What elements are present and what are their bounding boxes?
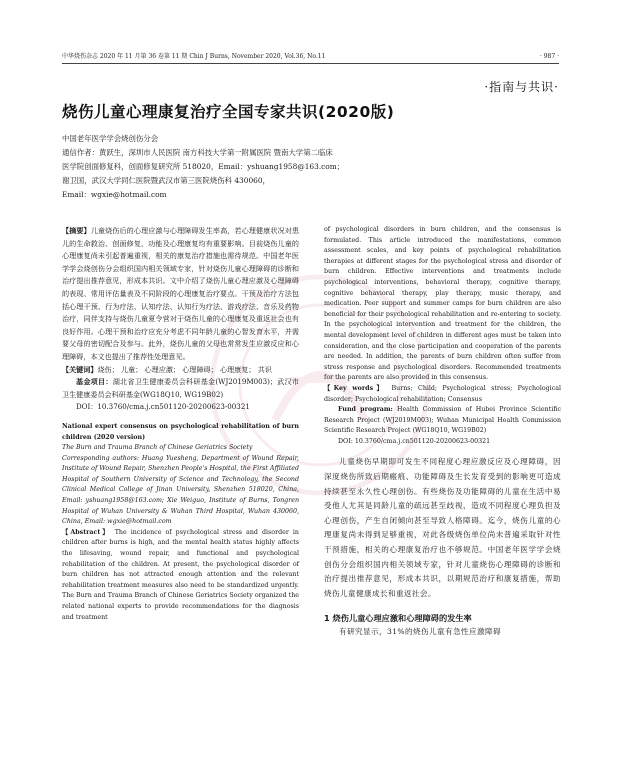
keywords-cn-text: 烧伤； 儿童； 心理应激； 心理障碍； 心理康复； 共识	[97, 364, 272, 374]
abstract-cn-text: 儿童烧伤后的心理应激与心理障碍发生率高，若心理健康状况对患儿的生命救治、创面修复、功能及心理康复均有重要影响。目前烧伤儿童的心理康复尚未引起普遍重视，相关的康复治疗措施也需待规范。中国老年医学学会烧创伤分会组织国内相关领域专家，针对烧伤儿童心理障碍的诊断和治疗提出推荐意见，形成本共识。文中介绍了烧伤儿童心理应激及心理障碍的表现、常用评估量表及不同阶段的心理康复治疗要点。干预及治疗方法包括心理干预、行为疗法、认知疗法、认知行为疗法、游戏疗法、音乐及药物治疗，同伴支持与烧伤儿童夏令营对于烧伤儿童的心理康复及重返社会也有良好作用。心理干预和治疗应充分考虑不同年龄儿童的心智发育水平，并需要父母的密切配合及参与。此外，烧伤儿童的父母也常常发生应激反应和心理障碍，本文也提出了推荐性处理意见。	[62, 226, 300, 361]
page-number: · 987 ·	[539, 53, 559, 60]
english-abstract	[62, 528, 299, 623]
introduction-paragraph: 儿童烧伤早期即可发生不同程度心理应激反应及心理障碍，因深度烧伤所致后期瘢痕、功能障碍及生长发育受到的影响更可造成持续甚至永久性心理创伤。有些烧伤及功能障碍的儿童在生活中易受他人尤其是同龄儿童的疏远甚至歧视，造成不同程度心理负担及心理创伤，产生自闭倾向甚至导致人格障碍。迄今，烧伤儿童的心理康复尚未得到足够重视，对此各级烧伤单位尚未普遍采取针对性干预措施，相关的心理康复治疗也不够规范。中国老年医学学会烧创伤分会组织国内相关领域专家，针对儿童烧伤心理障碍的诊断和治疗提出推荐意见，形成本共识，以期规范治疗和康复措施，帮助烧伤儿童健康成长和重返社会。	[324, 457, 561, 598]
doi-cn: DOI：10.3760/cma.j.cn501120-20200623-00321	[76, 402, 250, 412]
author-line: 通信作者：黄跃生，深圳市人民医院 南方科技大学第一附属医院 暨南大学第二临床	[62, 148, 333, 157]
english-abstract-continued: of psychological disorders in burn children, and the consensus is formulated. This article introduced the manifestations, common assessment scales, and key points of psychological rehabilitation therapies at different stages for the psychological stress and disorder of burn children. Effective interventions and treatments include psychological interventions, behavioral therapy, cognitive therapy, cognitive behavioral therapy, play therapy, music therapy, and medication. Peer support and summer camps for burn children are also beneficial for their psychological rehabilitation and re-entering to society. In the psychological intervention and treatment for the children, the mental development level of children in different ages must be taken into consideration, and the close participation and cooperation of the parents are needed. In addition, the parents of burn children often suffer from stress response and psychological disorders. Recommended treatments for the parents are also provided in this consensus.	[324, 226, 561, 382]
right-column	[324, 225, 561, 640]
fund-cn-text: 湖北省卫生健康委员会科研基金(WJ2019M003)；武汉市卫生健康委员会科研基金(WG18Q10, WG19B02)	[62, 377, 300, 399]
english-doi: DOI: 10.3760/cma.j.cn501120-20200623-00321	[338, 437, 491, 445]
author-line: 医学院创面修复科，创面修复研究所 518020，Email：yshuang1958@163.com；	[62, 162, 345, 171]
english-org: The Burn and Trauma Branch of Chinese Geriatrics Society	[62, 444, 253, 452]
fund-cn	[62, 376, 299, 401]
english-abstract-label: 【Abstract】	[62, 528, 111, 536]
column-tag: ·指南与共识·	[484, 80, 559, 94]
english-keywords	[324, 384, 561, 405]
keywords-cn-label: 【关键词】	[62, 364, 98, 374]
english-keywords-text: Burns; Child; Psychological stress; Psychological disorder; Psychological rehabilitation; Consensus	[324, 384, 561, 403]
english-title: National expert consensus on psychological rehabilitation of burn children (2020 version)	[62, 422, 299, 441]
section-1-heading: 1 烧伤儿童心理应激和心理障碍的发生率	[324, 613, 472, 624]
abstract-cn	[62, 225, 299, 364]
author-block	[62, 132, 562, 202]
english-fund	[324, 405, 561, 437]
section-1-text: 有研究显示，31%的烧伤儿童有急性应激障碍	[339, 627, 501, 637]
author-line: 谢卫国，武汉大学同仁医院暨武汉市第三医院烧伤科 430060，	[62, 176, 270, 185]
article-title: 烧伤儿童心理康复治疗全国专家共识(2020版)	[62, 103, 395, 121]
english-corresponding-text: Huang Yuesheng, Department of Wound Repair, Institute of Wound Repair, Shenzhen People's Hospital, the First Affiliated Hospital of Southern University of Science and Technology, the Second Clinical Medical College of Jinan University, Shenzhen 518020, China, Email: yshuang1958@163.com; Xie Weiguo, Institute of Burns, Tongren Hospital of Wuhan University & Wuhan Third Hospital, Wuhan 430060, China, Email: wgxie@hotmail.com	[62, 454, 299, 526]
english-fund-text: Health Commission of Hubei Province Scientific Research Project (WJ2019M003); Wuhan Municipal Health Commission Scientific Research Project (WG18Q10, WG19B02)	[324, 406, 561, 435]
english-corresponding-label: Corresponding authors:	[62, 454, 139, 462]
english-abstract-text: The incidence of psychological stress and disorder in children after burns is high, and the mental health status highly affects the lifesaving, wound repair, and functional and psychological rehabilitation of the children. At present, the psychological disorder of burn children has not attracted enough attention and the relevant rehabilitation treatment measures also need to be standardized urgently. The Burn and Trauma Branch of Chinese Geriatrics Society organized the related national experts to provide recommendations for the diagnosis and treatment	[62, 528, 299, 621]
english-keywords-label: 【Key words】	[324, 384, 387, 392]
author-line: Email：wgxie@hotmail.com	[62, 190, 167, 199]
running-header	[62, 52, 559, 64]
keywords-cn	[62, 364, 299, 377]
left-column	[62, 225, 299, 623]
running-header-citation: 中华烧伤杂志 2020 年 11 月第 36 卷第 11 期 Chin J Burns, November 2020, Vol.36, No.11	[62, 53, 326, 60]
english-fund-label: Fund program:	[338, 406, 393, 414]
author-line: 中国老年医学学会烧创伤分会	[62, 134, 159, 143]
abstract-cn-label: 【摘要】	[62, 226, 91, 235]
fund-cn-label: 基金项目：	[76, 377, 113, 387]
english-corresponding	[62, 454, 299, 528]
